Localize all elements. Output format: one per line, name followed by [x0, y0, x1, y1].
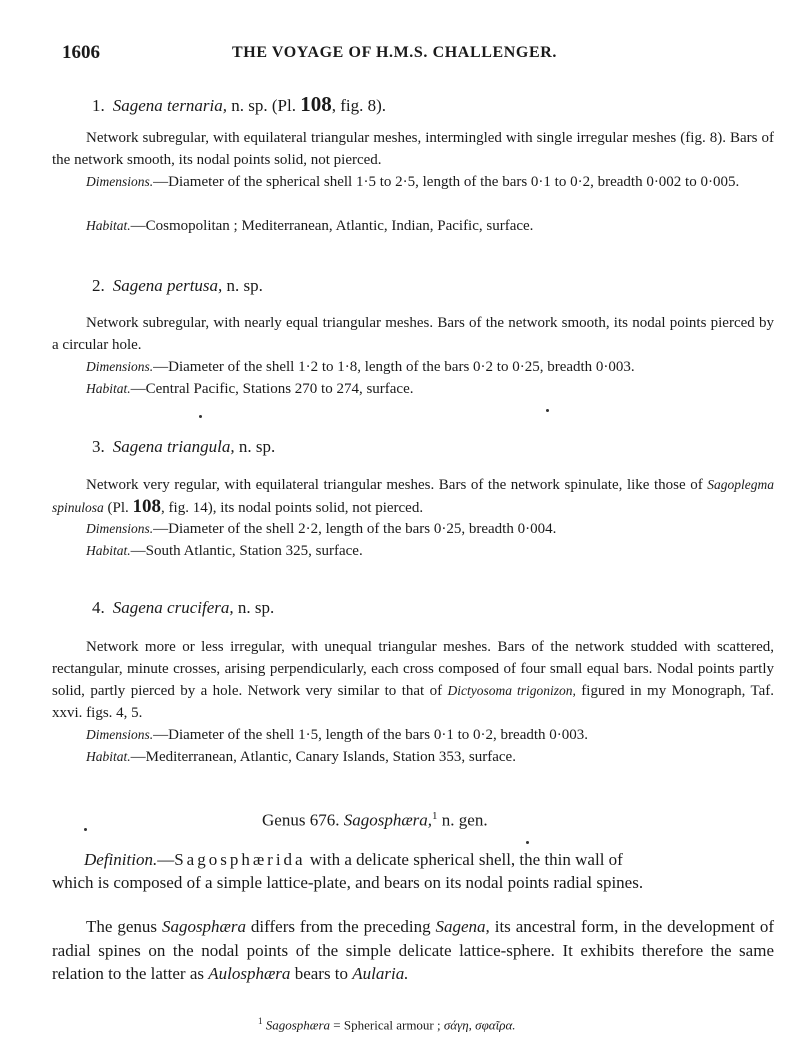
print-speck [526, 841, 529, 844]
species-3-heading: 3. Sagena triangula, n. sp. [92, 437, 276, 456]
genus-definition: Definition.—Sagosphærida with a delicate spherical shell, the thin wall of [84, 850, 623, 869]
footnote: $^1$ Sagosphæra = Spherical armour ; σάγη, σφαῖρα. [258, 1016, 516, 1033]
running-header [62, 42, 782, 68]
species-1-name: Sagena ternaria, [112, 96, 228, 115]
print-speck [199, 415, 202, 418]
running-title: THE VOYAGE OF H.M.S. CHALLENGER. [232, 44, 558, 61]
species-2-dimensions: Dimensions.—Diameter of the shell 1·2 to 1·8, length of the bars 0·2 to 0·25, breadth 0·003. [86, 359, 635, 375]
species-1-description: Network subregular, with equilateral triangular meshes, intermingled with single irregular meshes (fig. 8). Bars of the network smooth, its nodal points solid, not pierced. [52, 130, 774, 168]
species-1-dimensions: Dimensions.—Diameter of the spherical shell 1·5 to 2·5, length of the bars 0·1 to 0·2, breadth 0·002 to 0·005. [86, 174, 740, 190]
print-speck [546, 409, 549, 412]
genus-name: Sagosphæra, [343, 810, 433, 830]
genus-heading: Genus 676. Sagosphæra,$^1$ n. gen. [262, 810, 488, 830]
species-1-habitat: Habitat.—Cosmopolitan ; Mediterranean, Atlantic, Indian, Pacific, surface. [86, 218, 534, 234]
species-4-dimensions: Dimensions.—Diameter of the shell 1·5, length of the bars 0·1 to 0·2, breadth 0·003. [86, 727, 589, 743]
genus-discussion: The genus Sagosphæra differs from the preceding Sagena, its ancestral form, in the development of radial spines on the nodal points of the simple delicate lattice-sphere. It exhibits therefore the same relation to the latter as Aulosphæra bears to Aularia. [52, 917, 774, 983]
species-1-heading: 1. Sagena ternaria, n. sp. (Pl. 108, fig. 8). [92, 92, 387, 116]
species-3-description: Network very regular, with equilateral triangular meshes. Bars of the network spinulate, like those of Sagoplegma spinulosa (Pl. 108, fig. 14), its nodal points solid, not pierced. [52, 477, 774, 517]
species-3-name: Sagena triangula, [112, 437, 235, 456]
page-number: 1606 [62, 42, 100, 63]
species-4-name: Sagena crucifera, [112, 598, 234, 617]
genus-definition-continued: which is composed of a simple lattice-plate, and bears on its nodal points radial spines. [52, 873, 644, 892]
species-4-heading: 4. Sagena crucifera, n. sp. [92, 598, 275, 617]
species-3-habitat: Habitat.—South Atlantic, Station 325, surface. [86, 543, 363, 559]
species-4-description: Network more or less irregular, with unequal triangular meshes. Bars of the network studded with scattered, rectangular, minute crosses, arising perpendicularly, each cross composed of four small equal bars. Nodal points partly solid, partly pierced by a hole. Network very similar to that of Dictyosoma trigonizon, figured in my Monograph, Taf. xxvi. figs. 4, 5. [52, 639, 775, 721]
print-speck [84, 828, 87, 831]
species-4-habitat: Habitat.—Mediterranean, Atlantic, Canary Islands, Station 353, surface. [86, 749, 516, 765]
species-2-description: Network subregular, with nearly equal triangular meshes. Bars of the network smooth, its nodal points pierced by a circular hole. [52, 315, 774, 353]
species-2-heading: 2. Sagena pertusa, n. sp. [92, 276, 263, 295]
species-2-habitat: Habitat.—Central Pacific, Stations 270 to 274, surface. [86, 381, 414, 397]
species-3-dimensions: Dimensions.—Diameter of the shell 2·2, length of the bars 0·25, breadth 0·004. [86, 521, 557, 537]
species-2-name: Sagena pertusa, [112, 276, 223, 295]
